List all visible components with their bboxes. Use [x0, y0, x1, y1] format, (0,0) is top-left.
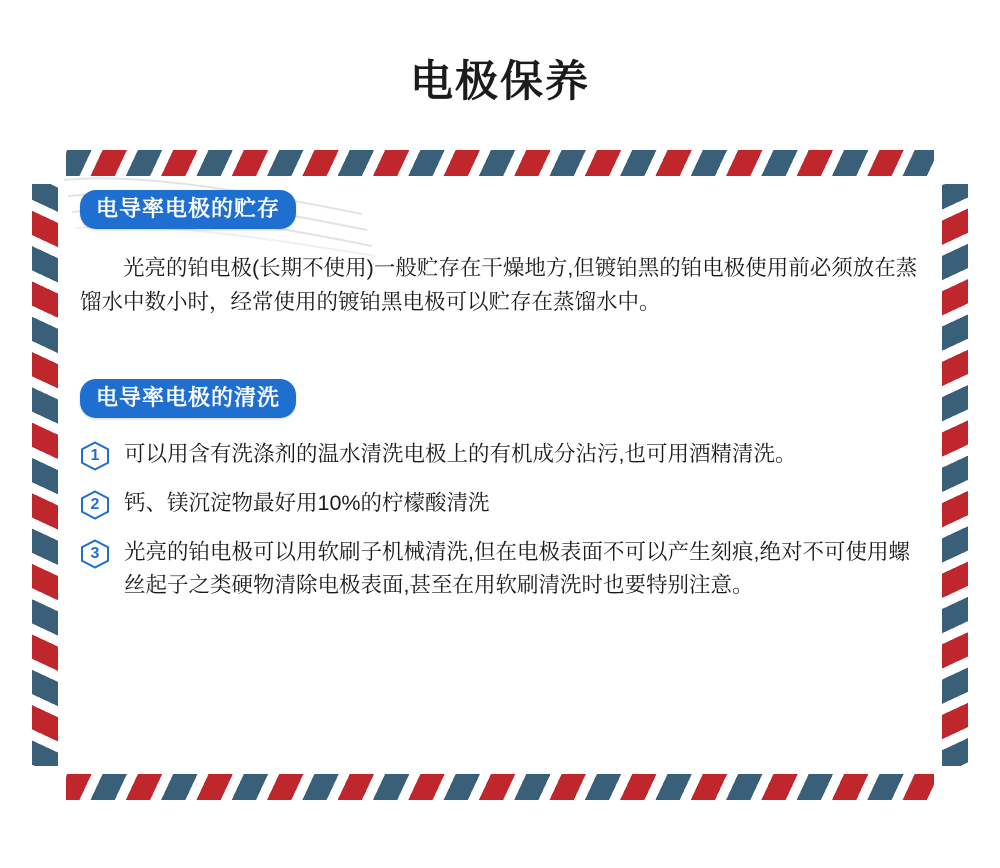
- step-number-badge: [80, 539, 110, 569]
- page-title: 电极保养: [410, 58, 590, 106]
- step-number-badge: [80, 441, 110, 471]
- envelope-corner-top-right: [934, 150, 968, 184]
- step-text: 光亮的铂电极可以用软刷子机械清洗,但在电极表面不可以产生刻痕,绝对不可使用螺丝起子之类硬物清除电极表面,甚至在用软刷清洗时也要特别注意。: [124, 540, 910, 597]
- envelope-frame: [32, 150, 968, 800]
- envelope-content: [80, 190, 926, 766]
- section-storage-paragraph: 光亮的铂电极(长期不使用)一般贮存在干燥地方,但镀铂黑的铂电极使用前必须放在蒸馏水中数小时，经常使用的镀铂黑电极可以贮存在蒸馏水中。: [80, 256, 918, 314]
- step-number-badge: [80, 490, 110, 520]
- envelope-stripe-right: [942, 150, 968, 800]
- list-item: [80, 536, 926, 602]
- step-text: 可以用含有洗涤剂的温水清洗电极上的有机成分沾污,也可用酒精清洗。: [124, 442, 797, 466]
- list-item: [80, 438, 926, 471]
- cleaning-steps-list: [80, 438, 926, 602]
- step-number-label: 3: [90, 545, 100, 562]
- envelope-stripe-top: [32, 150, 968, 176]
- envelope-corner-bottom-right: [934, 766, 968, 800]
- step-text: 钙、镁沉淀物最好用10%的柠檬酸清洗: [124, 491, 490, 515]
- envelope-corner-bottom-left: [32, 766, 66, 800]
- section-storage-badge: 电导率电极的贮存: [80, 190, 296, 229]
- envelope-stripe-left: [32, 150, 58, 800]
- section-cleaning-badge: 电导率电极的清洗: [80, 379, 296, 418]
- envelope-stripe-bottom: [32, 774, 968, 800]
- step-number-label: 2: [90, 496, 100, 513]
- list-item: [80, 487, 926, 520]
- step-number-label: 1: [90, 447, 100, 464]
- section-storage: [80, 190, 926, 319]
- section-spacer: [80, 323, 926, 379]
- section-cleaning: [80, 379, 926, 602]
- envelope-corner-top-left: [32, 150, 66, 184]
